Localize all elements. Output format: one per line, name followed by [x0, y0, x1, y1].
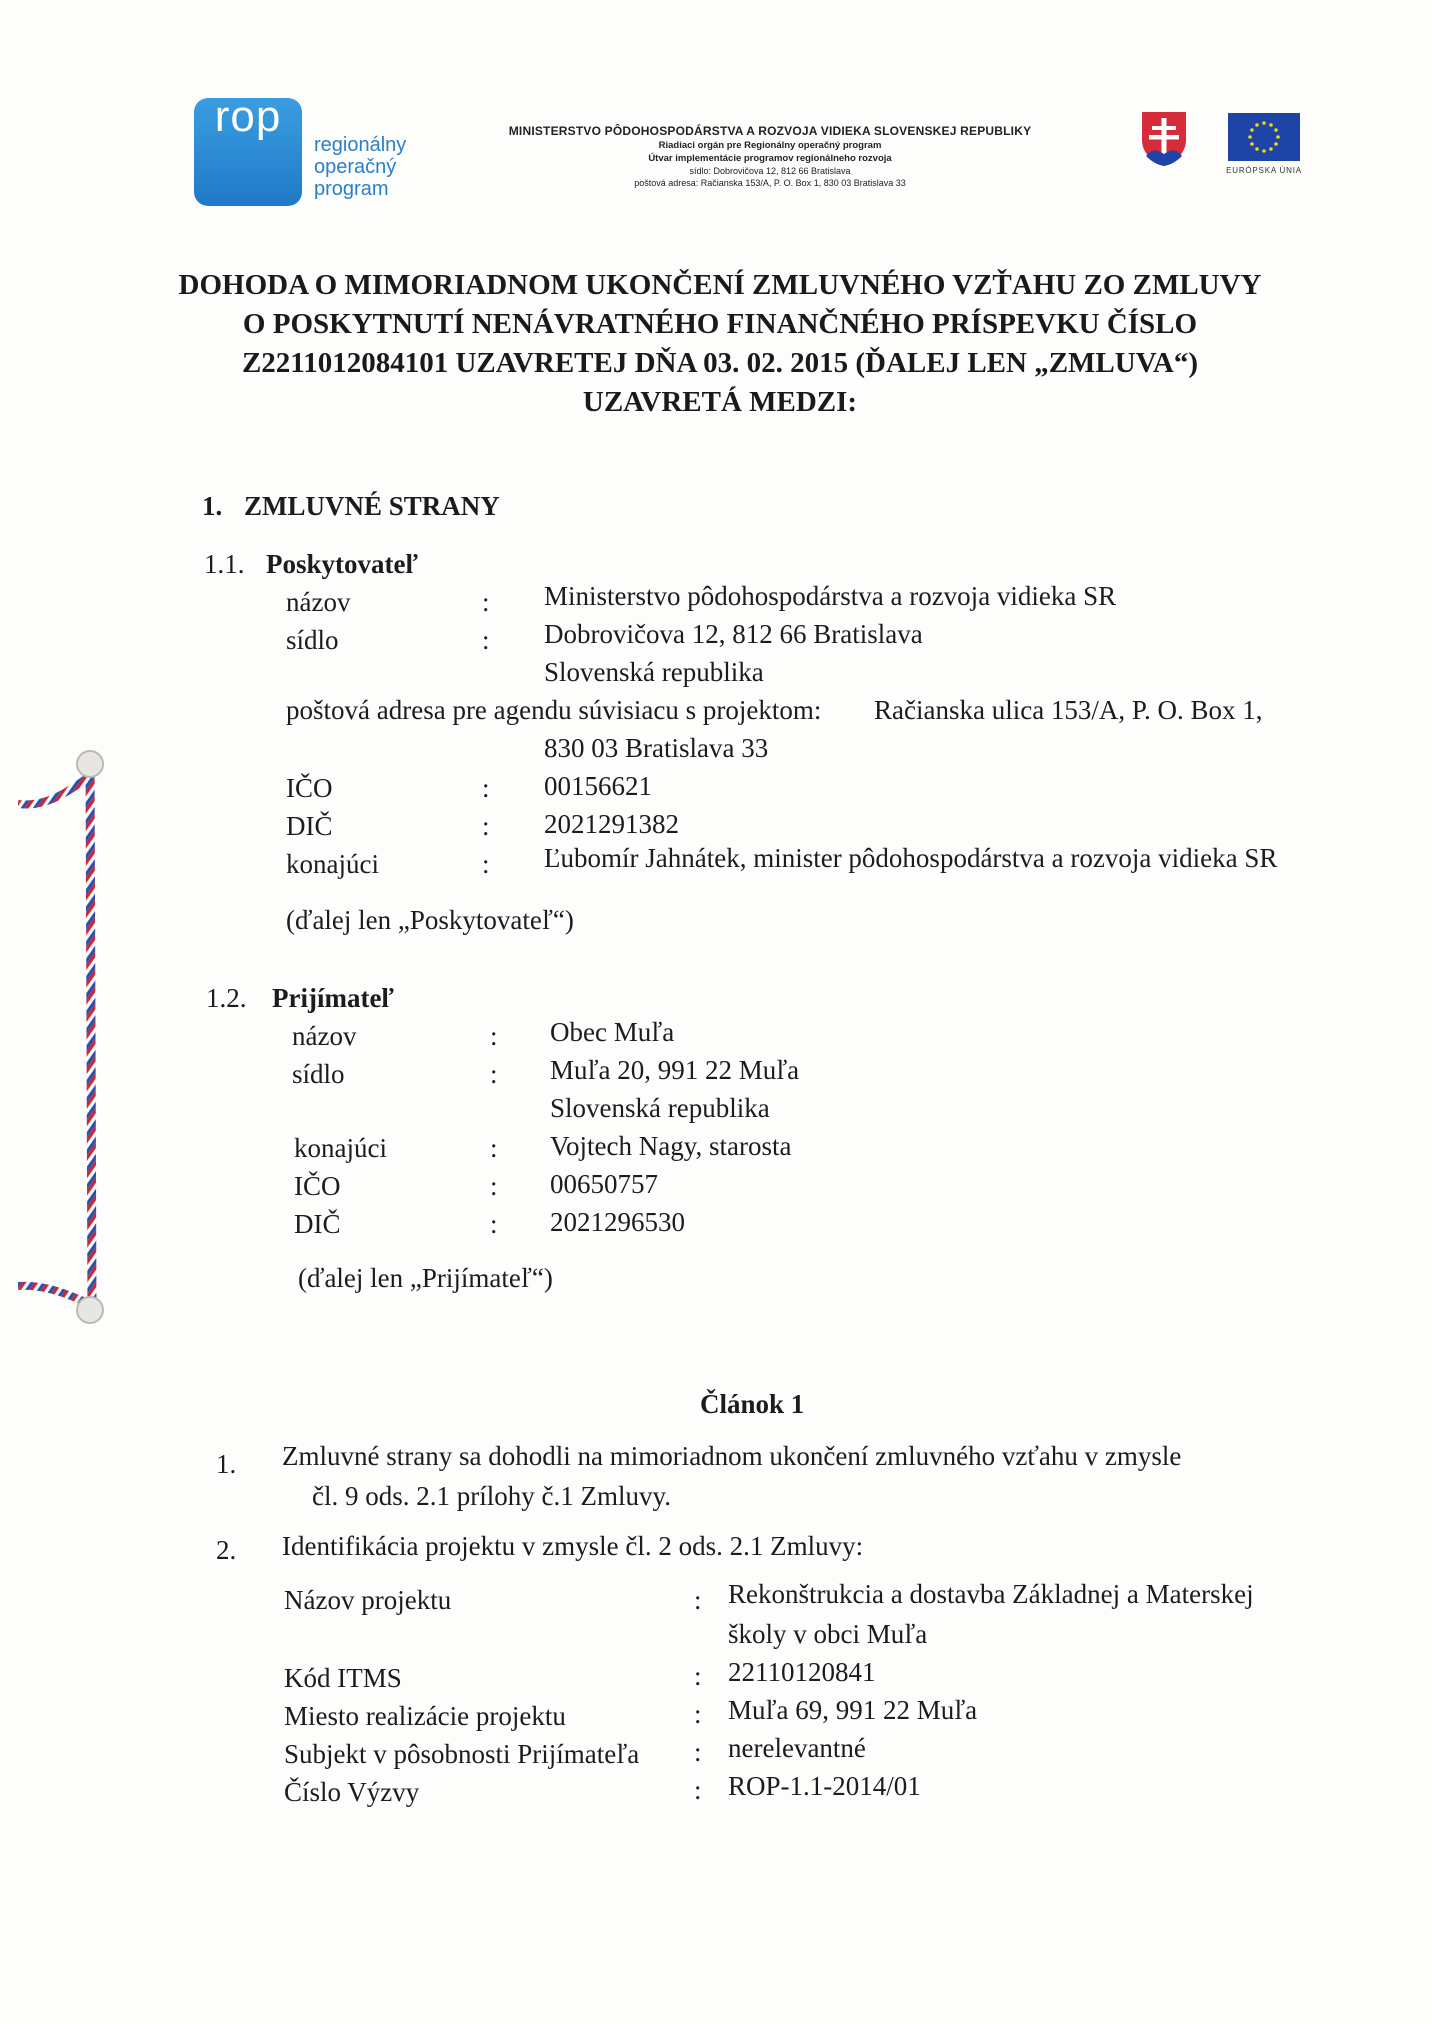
- provider-seat-value: Dobrovičova 12, 812 66 Bratislava: [544, 619, 923, 649]
- colon: :: [694, 1699, 702, 1729]
- recipient-acting-label: konajúci: [294, 1133, 387, 1163]
- colon: :: [482, 587, 490, 617]
- colon: :: [490, 1133, 498, 1163]
- logo-text-line: operačný: [314, 156, 397, 178]
- provider-seat-country: Slovenská republika: [544, 657, 764, 687]
- seat-address: sídlo: Dobrovičova 12, 812 66 Bratislava: [689, 166, 851, 176]
- provider-postal-label: poštová adresa pre agendu súvisiacu s projektom:: [286, 695, 822, 725]
- logo-text: [314, 134, 406, 200]
- ministry-letterhead: [470, 124, 1070, 188]
- project-field-value: školy v obci Muľa: [728, 1619, 928, 1649]
- project-field-label: Miesto realizácie projektu: [284, 1701, 566, 1731]
- title-line: Z2211012084101 UZAVRETEJ DŇA 03. 02. 2015 (ĎALEJ LEN „ZMLUVA“): [241, 347, 1199, 379]
- eu-label: EURÓPSKA ÚNIA: [1226, 166, 1302, 175]
- colon: :: [482, 849, 490, 879]
- recipient-seat-label: sídlo: [292, 1059, 345, 1089]
- ministry-name: MINISTERSTVO PÔDOHOSPODÁRSTVA A ROZVOJA VIDIEKA SLOVENSKEJ REPUBLIKY: [508, 124, 1032, 138]
- provider-seat-label: sídlo: [286, 625, 339, 655]
- recipient-seat-country: Slovenská republika: [550, 1093, 770, 1123]
- recipient-ico-label: IČO: [294, 1171, 341, 1201]
- project-field-label: Subjekt v pôsobnosti Prijímateľa: [284, 1739, 640, 1769]
- recipient-number: 1.2.: [206, 983, 247, 1013]
- provider-dic-value: 2021291382: [544, 809, 679, 839]
- article-heading: Článok 1: [700, 1389, 805, 1419]
- department: Útvar implementácie programov regionálneho rozvoja: [648, 153, 892, 164]
- provider-ico-value: 00156621: [544, 771, 652, 801]
- rop-logo: [194, 92, 302, 206]
- paragraph-text: Identifikácia projektu v zmysle čl. 2 ods. 2.1 Zmluvy:: [282, 1531, 864, 1561]
- recipient-ico-value: 00650757: [550, 1169, 658, 1199]
- eu-flag-icon: [1228, 113, 1300, 161]
- recipient-dic-label: DIČ: [294, 1209, 341, 1239]
- logo-text-line: program: [314, 178, 389, 200]
- project-field-label: Číslo Výzvy: [284, 1777, 420, 1807]
- recipient-dic-value: 2021296530: [550, 1207, 685, 1237]
- colon: :: [482, 811, 490, 841]
- slovak-coat-of-arms-icon: [1140, 110, 1188, 168]
- colon: :: [490, 1171, 498, 1201]
- provider-acting-label: konajúci: [286, 849, 379, 879]
- title-line: DOHODA O MIMORIADNOM UKONČENÍ ZMLUVNÉHO VZŤAHU ZO ZMLUVY: [178, 269, 1262, 301]
- paragraph-text: čl. 9 ods. 2.1 prílohy č.1 Zmluvy.: [312, 1481, 671, 1511]
- provider-dic-label: DIČ: [286, 811, 333, 841]
- postal-address: poštová adresa: Račianska 153/A, P. O. Box 1, 830 03 Bratislava 33: [634, 178, 906, 188]
- project-field-value: nerelevantné: [728, 1733, 866, 1763]
- recipient-alias: (ďalej len „Prijímateľ“): [298, 1263, 553, 1293]
- recipient-acting-value: Vojtech Nagy, starosta: [550, 1131, 792, 1161]
- project-field-label: Kód ITMS: [284, 1663, 402, 1693]
- managing-authority: Riadiaci orgán pre Regionálny operačný program: [658, 140, 882, 151]
- colon: :: [490, 1021, 498, 1051]
- title-line: UZAVRETÁ MEDZI:: [582, 386, 858, 418]
- colon: :: [694, 1737, 702, 1767]
- colon: :: [694, 1585, 702, 1615]
- project-field-value: ROP-1.1-2014/01: [728, 1771, 921, 1801]
- paragraph-number: 2.: [216, 1535, 237, 1565]
- recipient-name-label: názov: [292, 1021, 357, 1051]
- provider-name-value: Ministerstvo pôdohospodárstva a rozvoja vidieka SR: [544, 581, 1117, 611]
- project-field-label: Názov projektu: [284, 1585, 452, 1615]
- provider-postal-city: 830 03 Bratislava 33: [544, 733, 769, 763]
- colon: :: [694, 1661, 702, 1691]
- paragraph-number: 1.: [216, 1449, 237, 1479]
- colon: :: [490, 1209, 498, 1239]
- logo-mark: rop: [214, 92, 282, 141]
- logo-text-line: regionálny: [314, 134, 407, 156]
- colon: :: [482, 625, 490, 655]
- provider-postal-value: Račianska ulica 153/A, P. O. Box 1,: [874, 695, 1263, 725]
- colon: :: [482, 773, 490, 803]
- recipient-heading: Prijímateľ: [272, 983, 395, 1013]
- recipient-seat-value: Muľa 20, 991 22 Muľa: [550, 1055, 800, 1085]
- provider-alias: (ďalej len „Poskytovateľ“): [286, 905, 574, 935]
- project-field-value: Rekonštrukcia a dostavba Základnej a Materskej: [728, 1579, 1254, 1609]
- section-heading: ZMLUVNÉ STRANY: [244, 491, 500, 521]
- provider-heading: Poskytovateľ: [266, 549, 419, 579]
- colon: :: [490, 1059, 498, 1089]
- title-line: O POSKYTNUTÍ NENÁVRATNÉHO FINANČNÉHO PRÍSPEVKU ČÍSLO: [242, 308, 1198, 340]
- project-field-value: 22110120841: [728, 1657, 876, 1687]
- paragraph-text: Zmluvné strany sa dohodli na mimoriadnom ukončení zmluvného vzťahu v zmysle: [282, 1441, 1182, 1471]
- provider-number: 1.1.: [204, 549, 245, 579]
- provider-ico-label: IČO: [286, 773, 333, 803]
- recipient-name-value: Obec Muľa: [550, 1017, 675, 1047]
- document-title: [140, 266, 1300, 422]
- provider-acting-value: Ľubomír Jahnátek, minister pôdohospodárstva a rozvoja vidieka SR: [544, 843, 1278, 873]
- provider-name-label: názov: [286, 587, 351, 617]
- project-field-value: Muľa 69, 991 22 Muľa: [728, 1695, 978, 1725]
- binding-rope-icon: [18, 748, 108, 1328]
- section-number: 1.: [202, 491, 223, 521]
- colon: :: [694, 1775, 702, 1805]
